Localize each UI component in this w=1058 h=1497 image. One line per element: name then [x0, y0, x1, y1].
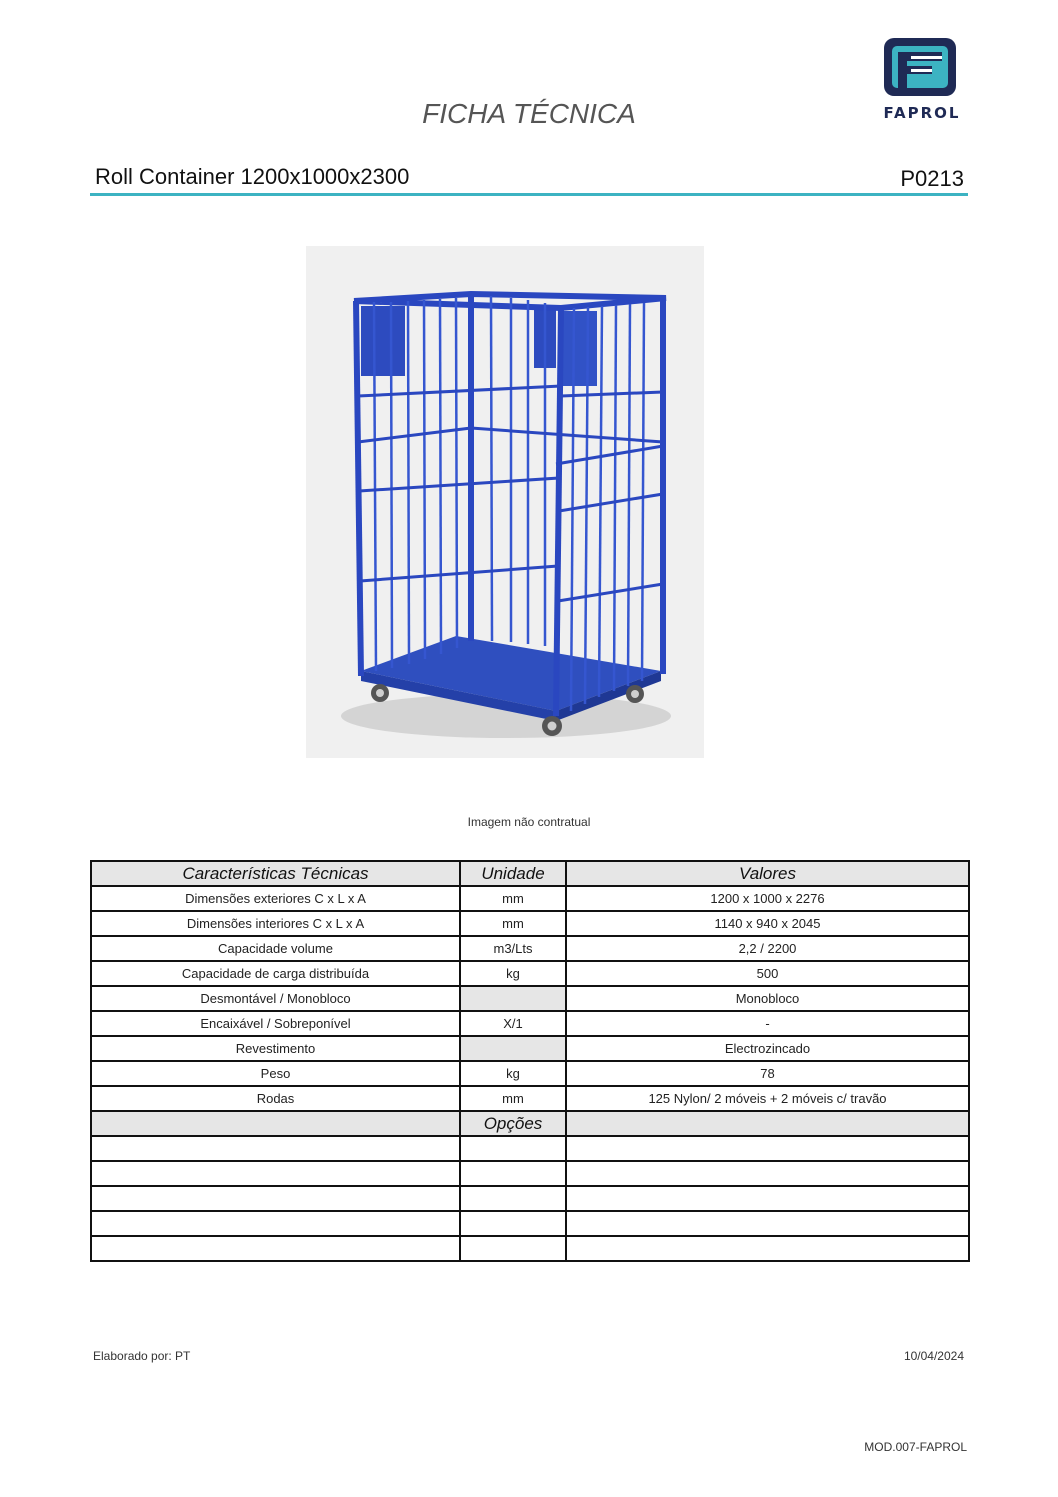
page-title: FICHA TÉCNICA: [422, 98, 636, 129]
row-unit: [460, 986, 566, 1011]
empty-cell: [566, 1136, 969, 1161]
row-label: Capacidade de carga distribuída: [91, 961, 460, 986]
empty-cell: [91, 1136, 460, 1161]
row-label: Dimensões interiores C x L x A: [91, 911, 460, 936]
row-label: Desmontável / Monobloco: [91, 986, 460, 1011]
empty-cell: [91, 1211, 460, 1236]
table-row: [91, 1086, 969, 1111]
empty-cell: [460, 1211, 566, 1236]
row-unit: kg: [460, 1061, 566, 1086]
options-row: [91, 1236, 969, 1261]
row-unit: mm: [460, 886, 566, 911]
spec-header-row: [91, 861, 969, 886]
row-label: Peso: [91, 1061, 460, 1086]
table-row: [91, 1036, 969, 1061]
row-value: 1200 x 1000 x 2276: [566, 886, 969, 911]
empty-cell: [91, 1186, 460, 1211]
table-row: [91, 911, 969, 936]
table-row: [91, 936, 969, 961]
options-blank-cell: [91, 1111, 460, 1136]
roll-container-image: [306, 246, 704, 758]
empty-cell: [566, 1186, 969, 1211]
empty-cell: [566, 1211, 969, 1236]
row-value: Electrozincado: [566, 1036, 969, 1061]
empty-cell: [460, 1136, 566, 1161]
empty-cell: [566, 1236, 969, 1261]
row-unit: [460, 1036, 566, 1061]
row-value: 2,2 / 2200: [566, 936, 969, 961]
row-unit: mm: [460, 911, 566, 936]
row-value: -: [566, 1011, 969, 1036]
model-code: MOD.007-FAPROL: [864, 1440, 967, 1454]
row-label: Capacidade volume: [91, 936, 460, 961]
options-row: [91, 1186, 969, 1211]
header-characteristics: Características Técnicas: [91, 861, 460, 886]
row-label: Encaixável / Sobreponível: [91, 1011, 460, 1036]
options-row: [91, 1211, 969, 1236]
spec-table: [90, 860, 970, 1262]
date-label: 10/04/2024: [903, 1349, 964, 1363]
table-row: [91, 1011, 969, 1036]
product-name: Roll Container 1200x1000x2300: [95, 164, 410, 189]
row-label: Revestimento: [91, 1036, 460, 1061]
empty-cell: [566, 1161, 969, 1186]
row-unit: mm: [460, 1086, 566, 1111]
options-row: [91, 1136, 969, 1161]
empty-cell: [91, 1161, 460, 1186]
header-values: Valores: [566, 861, 969, 886]
table-row: [91, 986, 969, 1011]
row-label: Dimensões exteriores C x L x A: [91, 886, 460, 911]
options-row: [91, 1161, 969, 1186]
options-header: Opções: [460, 1111, 566, 1136]
row-unit: kg: [460, 961, 566, 986]
row-label: Rodas: [91, 1086, 460, 1111]
options-blank-cell: [566, 1111, 969, 1136]
product-code: P0213: [900, 166, 964, 191]
empty-cell: [460, 1236, 566, 1261]
options-header-row: [91, 1111, 969, 1136]
row-unit: m3/Lts: [460, 936, 566, 961]
row-value: 1140 x 940 x 2045: [566, 911, 969, 936]
header-unit: Unidade: [460, 861, 566, 886]
row-value: Monobloco: [566, 986, 969, 1011]
empty-cell: [460, 1161, 566, 1186]
logo-wordmark: FAPROL: [883, 104, 961, 122]
table-row: [91, 886, 969, 911]
table-row: [91, 961, 969, 986]
table-row: [91, 1061, 969, 1086]
row-unit: X/1: [460, 1011, 566, 1036]
title-rule: [90, 193, 968, 196]
empty-cell: [460, 1186, 566, 1211]
row-value: 500: [566, 961, 969, 986]
author-label: Elaborado por: PT: [93, 1349, 191, 1363]
row-value: 125 Nylon/ 2 móveis + 2 móveis c/ travão: [566, 1086, 969, 1111]
row-value: 78: [566, 1061, 969, 1086]
image-caption: Imagem não contratual: [467, 815, 591, 829]
empty-cell: [91, 1236, 460, 1261]
